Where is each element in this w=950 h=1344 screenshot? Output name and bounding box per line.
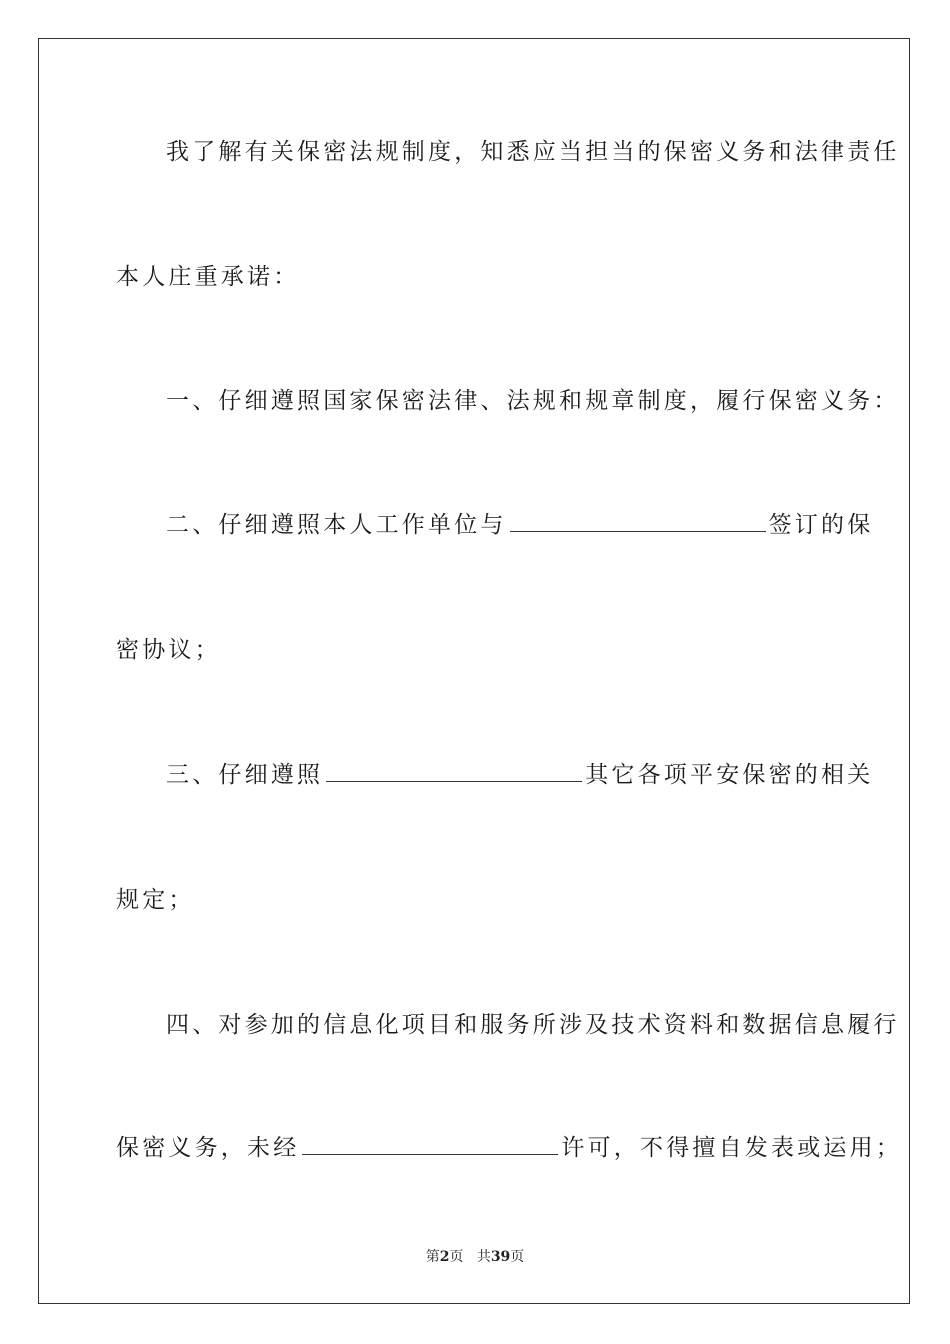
paragraph-line-6 — [166, 760, 873, 790]
footer-total-number: 39 — [490, 1249, 511, 1265]
line-4-text-before: 二、仔细遵照本人工作单位与 — [166, 512, 507, 538]
paragraph-line-3: 一、仔细遵照国家保密法律、法规和规章制度，履行保密义务： — [166, 388, 900, 414]
fill-in-blank-permission[interactable] — [302, 1134, 558, 1155]
paragraph-line-7: 规定； — [116, 887, 195, 913]
footer-total-suffix: 页 — [510, 1249, 525, 1265]
line-6-text-after: 其它各项平安保密的相关 — [585, 762, 874, 788]
footer-page-number: 2 — [439, 1249, 450, 1265]
line-6-text-before: 三、仔细遵照 — [166, 762, 324, 788]
footer-page-prefix: 第 — [425, 1249, 440, 1265]
fill-in-blank-unit[interactable] — [510, 511, 766, 532]
paragraph-line-8: 四、对参加的信息化项目和服务所涉及技术资料和数据信息履行 — [166, 1012, 900, 1038]
paragraph-line-1: 我了解有关保密法规制度，知悉应当担当的保密义务和法律责任 — [166, 139, 900, 165]
line-9-text-after: 许可，不得擅自发表或运用； — [561, 1135, 903, 1161]
paragraph-line-5: 密协议； — [116, 637, 221, 663]
footer-page-suffix: 页 — [449, 1249, 464, 1265]
line-4-text-after: 签订的保 — [768, 512, 874, 538]
page-footer — [0, 1246, 950, 1266]
paragraph-line-4 — [166, 510, 873, 540]
paragraph-line-2: 本人庄重承诺： — [116, 264, 300, 290]
paragraph-line-9 — [116, 1133, 902, 1163]
footer-total-prefix: 共 — [476, 1249, 491, 1265]
fill-in-blank-rules[interactable] — [326, 761, 582, 782]
line-9-text-before: 保密义务，未经 — [116, 1135, 300, 1161]
page-border — [38, 38, 910, 1304]
